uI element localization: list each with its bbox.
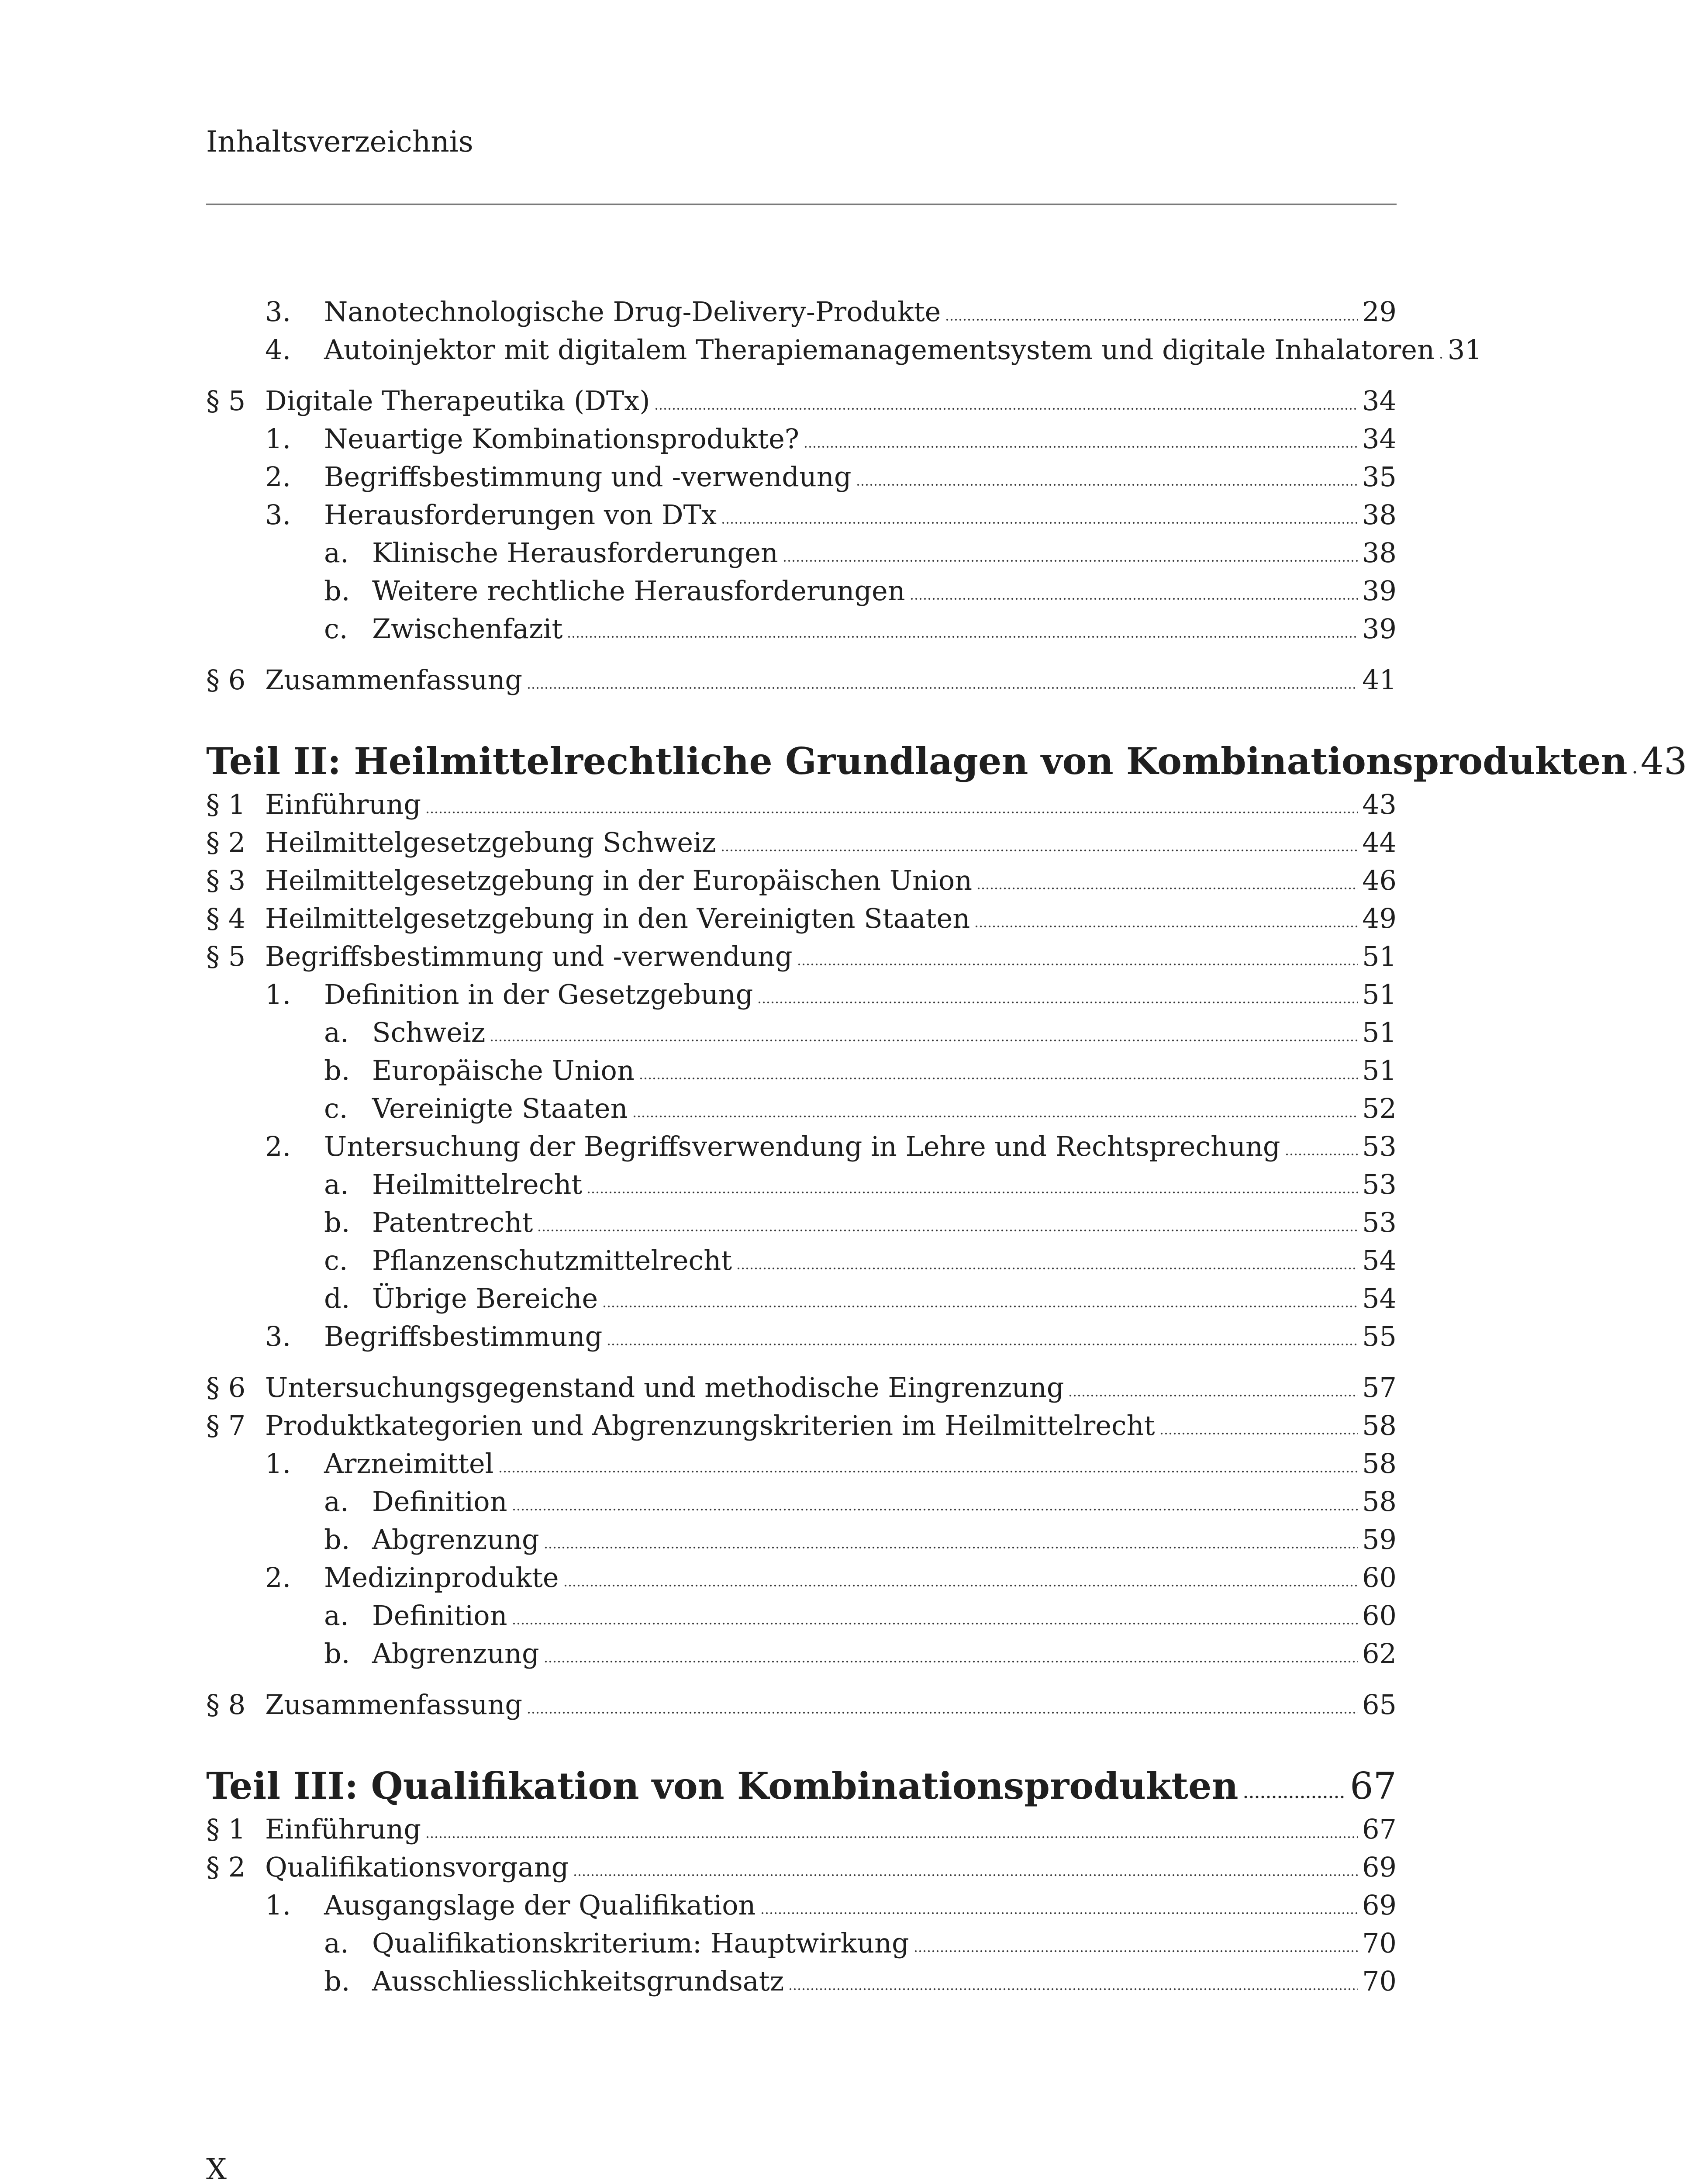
toc-subentry-title: Europäische Union (372, 1054, 635, 1086)
dot-leader (607, 1343, 1358, 1346)
toc-entry[interactable] (206, 1127, 1397, 1165)
toc-entry[interactable] (206, 293, 1397, 331)
toc-section[interactable] (206, 937, 1397, 975)
toc-subentry[interactable] (206, 610, 1397, 648)
toc-entry-number: 1. (265, 423, 291, 455)
toc-part-page: 43 (1640, 740, 1687, 783)
toc-entry-page: 34 (1362, 423, 1397, 455)
toc-subentry-letter: b. (324, 1524, 350, 1555)
toc-subentry[interactable] (206, 1165, 1397, 1203)
toc-section[interactable] (206, 661, 1397, 699)
toc-subentry[interactable] (206, 1521, 1397, 1559)
toc-subentry-title: Definition (372, 1486, 507, 1517)
toc-subentry-letter: b. (324, 575, 350, 607)
dot-leader (490, 1039, 1358, 1042)
toc-section-page: 34 (1362, 385, 1397, 417)
dot-leader (602, 1305, 1358, 1308)
toc-section[interactable] (206, 899, 1397, 937)
toc-entry-number: 2. (265, 461, 291, 493)
toc-part-title: Teil II: Heilmittelrechtliche Grundlagen von Kombinationsprodukten (206, 740, 1628, 783)
dot-leader (567, 636, 1358, 638)
toc-section[interactable] (206, 785, 1397, 823)
toc-subentry-letter: a. (324, 1486, 349, 1517)
toc-section[interactable] (206, 861, 1397, 899)
dot-leader (544, 1660, 1358, 1663)
dot-leader (783, 560, 1358, 562)
toc-section-title: Heilmittelgesetzgebung in den Vereinigten Staaten (265, 902, 970, 934)
toc-section-number: § 5 (206, 940, 246, 972)
toc-subentry-title: Patentrecht (372, 1206, 533, 1238)
toc-entry-number: 3. (265, 1320, 291, 1352)
toc-section-number: § 4 (206, 902, 246, 934)
toc-subentry-letter: a. (324, 1016, 349, 1048)
toc-subentry[interactable] (206, 1051, 1397, 1089)
toc-section-number: § 5 (206, 385, 246, 417)
dot-leader (788, 1988, 1358, 1990)
toc-subentry-letter: c. (324, 613, 348, 645)
toc-subentry-page: 60 (1362, 1600, 1397, 1631)
toc-section-number: § 2 (206, 1851, 246, 1883)
dot-leader (425, 1836, 1358, 1838)
toc-subentry-title: Pflanzenschutzmittelrecht (372, 1244, 732, 1276)
toc-subentry-title: Definition (372, 1600, 507, 1631)
dot-leader (425, 811, 1358, 814)
dot-leader (512, 1622, 1358, 1625)
toc-entry-title: Definition in der Gesetzgebung (324, 978, 753, 1010)
toc-section-page: 46 (1362, 864, 1397, 896)
toc-subentry-title: Abgrenzung (372, 1638, 539, 1669)
toc-subentry[interactable] (206, 1635, 1397, 1673)
toc-entry-title: Ausgangslage der Qualifikation (324, 1889, 756, 1921)
toc-section-title: Heilmittelgesetzgebung Schweiz (265, 826, 716, 858)
toc-section[interactable] (206, 1848, 1397, 1886)
toc-entry-page: 31 (1447, 334, 1482, 366)
dot-leader (1285, 1153, 1358, 1156)
dot-leader (544, 1546, 1358, 1549)
toc-subentry[interactable] (206, 1241, 1397, 1279)
toc-entry[interactable] (206, 1317, 1397, 1355)
toc-subentry-letter: c. (324, 1244, 348, 1276)
toc-subentry-page: 54 (1362, 1282, 1397, 1314)
toc-entry-page: 51 (1362, 978, 1397, 1010)
toc-subentry-title: Ausschliesslichkeitsgrundsatz (372, 1965, 784, 1997)
toc-section-number: § 3 (206, 864, 246, 896)
toc-subentry[interactable] (206, 534, 1397, 572)
toc-section-page: 69 (1362, 1851, 1397, 1883)
toc-subentry[interactable] (206, 1089, 1397, 1127)
toc-section[interactable] (206, 1368, 1397, 1406)
toc-part-page: 67 (1350, 1765, 1397, 1807)
dot-leader (910, 598, 1358, 600)
toc-subentry-title: Klinische Herausforderungen (372, 537, 778, 569)
dot-leader (760, 1912, 1358, 1914)
running-header: Inhaltsverzeichnis (206, 125, 473, 159)
toc-entry-title: Arzneimittel (324, 1448, 494, 1479)
toc-entry-page: 38 (1362, 499, 1397, 531)
toc-subentry[interactable] (206, 1482, 1397, 1521)
toc-entry-number: 3. (265, 499, 291, 531)
toc-subentry[interactable] (206, 1279, 1397, 1317)
dot-leader (563, 1584, 1358, 1587)
toc-section-title: Digitale Therapeutika (DTx) (265, 385, 650, 417)
toc-subentry-page: 51 (1362, 1016, 1397, 1048)
toc-section-title: Begriffsbestimmung und -verwendung (265, 940, 793, 972)
toc-entry-number: 4. (265, 334, 291, 366)
dot-leader (721, 522, 1358, 524)
dot-leader (736, 1267, 1358, 1270)
toc-subentry-page: 53 (1362, 1206, 1397, 1238)
toc-entry-number: 1. (265, 1889, 291, 1921)
toc-subentry-page: 39 (1362, 575, 1397, 607)
dot-leader (856, 484, 1358, 486)
toc-section-number: § 6 (206, 664, 246, 696)
dot-leader (654, 408, 1358, 410)
dot-leader (573, 1874, 1358, 1876)
dot-leader (498, 1470, 1358, 1473)
toc-section[interactable] (206, 1810, 1397, 1848)
toc-subentry[interactable] (206, 1962, 1397, 2000)
dot-leader (1243, 1795, 1346, 1799)
toc-subentry-title: Abgrenzung (372, 1524, 539, 1555)
toc-subentry-letter: b. (324, 1206, 350, 1238)
toc-subentry-page: 70 (1362, 1927, 1397, 1959)
dot-leader (804, 446, 1358, 448)
toc-entry-number: 2. (265, 1130, 291, 1162)
toc-entry-page: 29 (1362, 296, 1397, 328)
toc-entry-number: 1. (265, 1448, 291, 1479)
toc-section-title: Produktkategorien und Abgrenzungskriterien im Heilmittelrecht (265, 1410, 1155, 1441)
toc-section-page: 51 (1362, 940, 1397, 972)
toc-section[interactable] (206, 1406, 1397, 1444)
toc-section-title: Untersuchungsgegenstand und methodische Eingrenzung (265, 1372, 1064, 1403)
toc-subentry-title: Zwischenfazit (372, 613, 563, 645)
toc-section-number: § 1 (206, 788, 246, 820)
toc-section[interactable] (206, 1686, 1397, 1724)
dot-leader (1159, 1432, 1358, 1435)
toc-subentry-letter: a. (324, 1927, 349, 1959)
toc-subentry-page: 53 (1362, 1168, 1397, 1200)
toc-entry-page: 53 (1362, 1130, 1397, 1162)
page-number: X (206, 2153, 227, 2184)
toc-section-number: § 7 (206, 1410, 246, 1441)
toc-section-number: § 6 (206, 1372, 246, 1403)
dot-leader (1439, 356, 1443, 359)
toc-section-title: Heilmittelgesetzgebung in der Europäischen Union (265, 864, 973, 896)
dot-leader (757, 1001, 1358, 1004)
toc-entry-number: 2. (265, 1562, 291, 1593)
toc-subentry-page: 38 (1362, 537, 1397, 569)
toc-entry-title: Herausforderungen von DTx (324, 499, 717, 531)
toc-subentry-letter: a. (324, 1168, 349, 1200)
toc-subentry-page: 70 (1362, 1965, 1397, 1997)
toc-subentry-title: Qualifikationskriterium: Hauptwirkung (372, 1927, 909, 1959)
toc-subentry-page: 54 (1362, 1244, 1397, 1276)
toc-section-number: § 2 (206, 826, 246, 858)
toc-entry[interactable] (206, 458, 1397, 496)
header-rule (206, 204, 1397, 205)
toc-subentry-page: 58 (1362, 1486, 1397, 1517)
toc-entry-title: Neuartige Kombinationsprodukte? (324, 423, 799, 455)
toc-entry-page: 55 (1362, 1320, 1397, 1352)
toc-entry-title: Medizinprodukte (324, 1562, 559, 1593)
dot-leader (512, 1508, 1358, 1511)
toc-entry-title: Begriffsbestimmung (324, 1320, 603, 1352)
toc-subentry-letter: a. (324, 537, 349, 569)
toc-subentry-title: Weitere rechtliche Herausforderungen (372, 575, 905, 607)
toc-entry[interactable] (206, 420, 1397, 458)
toc-subentry[interactable] (206, 1013, 1397, 1051)
toc-section-page: 67 (1362, 1813, 1397, 1845)
toc-entry-title: Nanotechnologische Drug-Delivery-Produkte (324, 296, 941, 328)
dot-leader (1632, 771, 1636, 774)
toc-section-title: Einführung (265, 788, 421, 820)
toc-section-title: Qualifikationsvorgang (265, 1851, 569, 1883)
toc-section-page: 49 (1362, 902, 1397, 934)
toc-entry-page: 58 (1362, 1448, 1397, 1479)
dot-leader (1068, 1394, 1358, 1397)
toc-subentry-page: 51 (1362, 1054, 1397, 1086)
toc-entry-number: 3. (265, 296, 291, 328)
toc-part-title: Teil III: Qualifikation von Kombinationsprodukten (206, 1764, 1239, 1807)
toc-entry[interactable] (206, 496, 1397, 534)
toc-entry-title: Autoinjektor mit digitalem Therapiemanagementsystem und digitale Inhalatoren (324, 334, 1435, 366)
toc-subentry[interactable] (206, 1597, 1397, 1635)
dot-leader (974, 925, 1358, 928)
dot-leader (797, 963, 1358, 966)
dot-leader (632, 1115, 1358, 1118)
toc-subentry-title: Übrige Bereiche (372, 1282, 598, 1314)
toc-entry-page: 60 (1362, 1562, 1397, 1593)
toc-subentry-title: Heilmittelrecht (372, 1168, 583, 1200)
toc-entry-page: 35 (1362, 461, 1397, 493)
toc-section-title: Einführung (265, 1813, 421, 1845)
toc-subentry-page: 39 (1362, 613, 1397, 645)
toc-subentry-letter: d. (324, 1282, 350, 1314)
table-of-contents (206, 293, 1687, 2000)
toc-subentry[interactable] (206, 572, 1397, 610)
toc-subentry-letter: b. (324, 1638, 350, 1669)
dot-leader (721, 849, 1358, 852)
toc-entry-title: Begriffsbestimmung und -verwendung (324, 461, 852, 493)
toc-section-page: 65 (1362, 1689, 1397, 1721)
toc-entry[interactable] (206, 1444, 1397, 1482)
dot-leader (976, 887, 1358, 890)
toc-entry[interactable] (206, 975, 1397, 1013)
toc-entry[interactable] (206, 1559, 1397, 1597)
toc-section-page: 44 (1362, 826, 1397, 858)
toc-subentry-letter: a. (324, 1600, 349, 1631)
toc-section-page: 58 (1362, 1410, 1397, 1441)
dot-leader (639, 1077, 1358, 1080)
toc-subentry[interactable] (206, 1924, 1397, 1962)
toc-subentry-page: 52 (1362, 1092, 1397, 1124)
toc-subentry-page: 62 (1362, 1638, 1397, 1669)
toc-part-heading[interactable] (206, 1762, 1397, 1810)
dot-leader (527, 687, 1358, 689)
toc-subentry-letter: b. (324, 1054, 350, 1086)
toc-section-page: 41 (1362, 664, 1397, 696)
dot-leader (914, 1950, 1358, 1952)
toc-subentry-page: 59 (1362, 1524, 1397, 1555)
dot-leader (586, 1191, 1358, 1194)
toc-subentry-title: Vereinigte Staaten (372, 1092, 628, 1124)
toc-entry-number: 1. (265, 978, 291, 1010)
toc-section-page: 57 (1362, 1372, 1397, 1403)
toc-subentry-letter: c. (324, 1092, 348, 1124)
toc-entry-title: Untersuchung der Begriffsverwendung in Lehre und Rechtsprechung (324, 1130, 1280, 1162)
toc-entry[interactable] (206, 1886, 1397, 1924)
toc-entry[interactable] (206, 331, 1482, 369)
toc-entry-page: 69 (1362, 1889, 1397, 1921)
toc-section-page: 43 (1362, 788, 1397, 820)
toc-part-heading[interactable] (206, 737, 1687, 785)
toc-section[interactable] (206, 382, 1397, 420)
toc-section-number: § 1 (206, 1813, 246, 1845)
toc-section-title: Zusammenfassung (265, 664, 523, 696)
toc-section[interactable] (206, 823, 1397, 861)
toc-subentry-title: Schweiz (372, 1016, 486, 1048)
dot-leader (945, 318, 1358, 321)
toc-subentry-letter: b. (324, 1965, 350, 1997)
toc-section-title: Zusammenfassung (265, 1689, 523, 1721)
toc-subentry[interactable] (206, 1203, 1397, 1241)
dot-leader (537, 1229, 1358, 1232)
dot-leader (527, 1711, 1358, 1714)
toc-section-number: § 8 (206, 1689, 246, 1721)
